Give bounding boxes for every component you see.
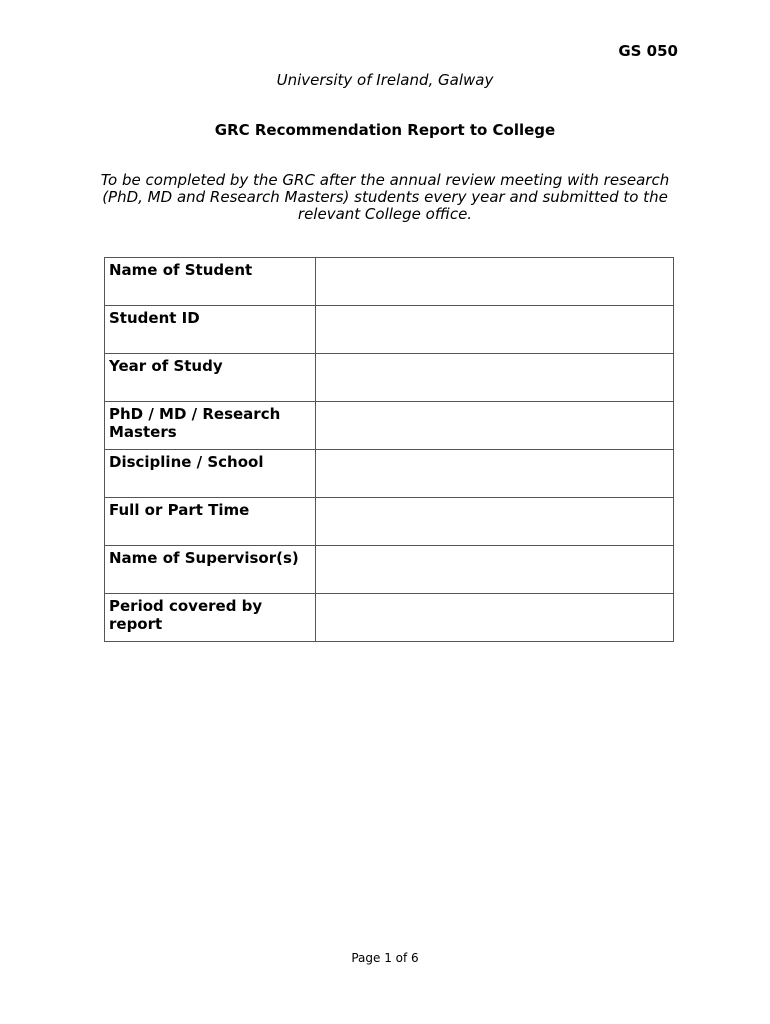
field-value-period-covered[interactable] (316, 594, 674, 642)
field-label-discipline-school: Discipline / School (105, 450, 316, 498)
field-value-supervisors[interactable] (316, 546, 674, 594)
table-row (105, 354, 674, 402)
field-label-period-covered: Period covered by report (105, 594, 316, 642)
field-label-student-id: Student ID (105, 306, 316, 354)
field-label-student-name: Name of Student (105, 258, 316, 306)
field-label-year-of-study: Year of Study (105, 354, 316, 402)
document-code: GS 050 (618, 42, 678, 60)
table-row (105, 546, 674, 594)
table-row (105, 498, 674, 546)
university-name: University of Ireland, Galway (276, 71, 494, 89)
field-label-supervisors: Name of Supervisor(s) (105, 546, 316, 594)
table-row (105, 594, 674, 642)
field-value-year-of-study[interactable] (316, 354, 674, 402)
field-label-attendance: Full or Part Time (105, 498, 316, 546)
table-row (105, 450, 674, 498)
field-value-student-name[interactable] (316, 258, 674, 306)
field-value-student-id[interactable] (316, 306, 674, 354)
field-label-degree-type: PhD / MD / Research Masters (105, 402, 316, 450)
page-number: Page 1 of 6 (351, 951, 419, 965)
field-value-discipline-school[interactable] (316, 450, 674, 498)
table-row (105, 402, 674, 450)
instructions-text: To be completed by the GRC after the annual review meeting with research (PhD, MD and Research Masters) students every year and submitted to the relevant College office. (100, 171, 670, 223)
report-title: GRC Recommendation Report to College (214, 121, 556, 139)
table-row (105, 306, 674, 354)
student-details-table (104, 257, 674, 642)
field-value-attendance[interactable] (316, 498, 674, 546)
field-value-degree-type[interactable] (316, 402, 674, 450)
table-row (105, 258, 674, 306)
